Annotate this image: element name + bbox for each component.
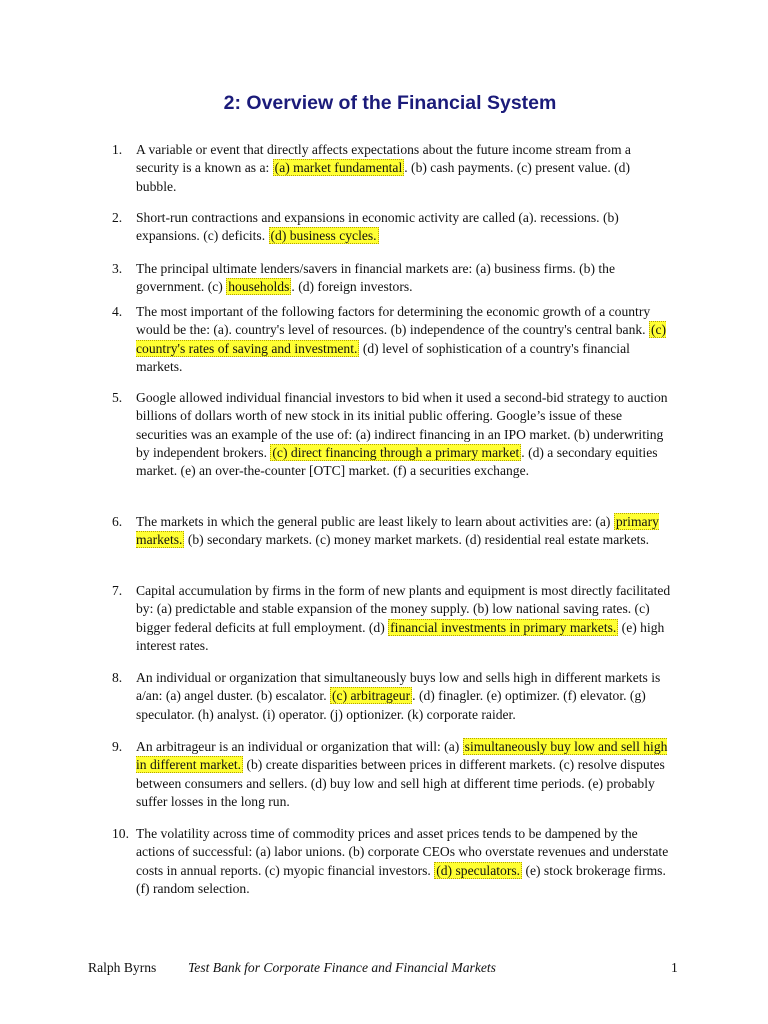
question-text-segment: (b) create disparities between prices in different markets. (c) resolve disputes between consumers and sellers. (d) buy low and sell high at different time periods. (e) probably suffer losses in the long run. (136, 757, 665, 809)
answer-highlight: financial investments in primary markets. (390, 619, 617, 635)
question-item (112, 141, 672, 196)
question-item (112, 389, 672, 480)
answer-highlight: households (228, 279, 290, 295)
question-text-segment: (e) stock brokerage firms. (f) random selection. (136, 862, 666, 896)
question-text-segment: . (b) cash payments. (c) present value. (d) bubble. (136, 160, 630, 194)
question-text (136, 513, 672, 550)
question-text (136, 669, 672, 724)
answer-highlight: (c) country's rates of saving and investment. (136, 322, 667, 356)
question-item (112, 825, 672, 898)
question-item (112, 582, 672, 655)
question-item (112, 303, 672, 376)
footer-page-number: 1 (671, 960, 678, 975)
footer-author: Ralph Byrns (88, 960, 157, 975)
question-number: 6. (112, 514, 123, 529)
question-text-segment: . (d) finagler. (e) optimizer. (f) elevator. (g) speculator. (h) analyst. (i) operator. (j) optionizer. (k) corporate raider. (136, 688, 646, 722)
page-footer (0, 960, 768, 980)
question-text-segment: Short-run contractions and expansions in economic activity are called (a). recessions. (b) expansions. (c) deficits. (136, 210, 619, 244)
question-text-segment: (b) secondary markets. (c) money market markets. (d) residential real estate markets. (184, 532, 650, 548)
question-text-segment: An arbitrageur is an individual or organization that will: (a) (136, 739, 463, 754)
question-number: 7. (112, 583, 123, 598)
answer-highlight: simultaneously buy low and sell high in different market. (136, 739, 668, 773)
answer-highlight: (c) arbitrageur (332, 688, 411, 704)
question-text-segment: . (d) a secondary equities market. (e) an over-the-counter [OTC] market. (f) a securities exchange. (136, 444, 658, 479)
answer-highlight: primary markets. (136, 514, 659, 548)
question-item (112, 209, 672, 246)
question-number: 5. (112, 390, 123, 405)
question-text-segment: The volatility across time of commodity prices and asset prices tends to be dampened by the actions of successful: (a) labor unions. (b) corporate CEOs who overstate revenues and understate costs in annual reports. (c) myopic financial investors. (136, 826, 669, 878)
question-text (136, 738, 672, 811)
question-text-segment: The most important of the following factors for determining the economic growth of a country would be the: (a). country's level of resources. (b) independence of the country's central bank. (136, 304, 651, 338)
question-item (112, 738, 672, 811)
footer-book-title: Test Bank for Corporate Finance and Financial Markets (188, 960, 496, 975)
question-text-segment: The principal ultimate lenders/savers in financial markets are: (a) business firms. (b) the government. (c) (136, 261, 616, 295)
question-number: 1. (112, 142, 123, 157)
question-item (112, 513, 672, 550)
question-text-segment: Google allowed individual financial investors to bid when it used a second-bid strategy to auction billions of dollars worth of new stock in its initial public offering. Google’s issue of these securities was an example of the use of: (a) indirect financing in an IPO market. (b) underwriting by independent brokers. (136, 390, 668, 460)
question-text-segment: (e) high interest rates. (136, 619, 665, 653)
question-text-segment: Capital accumulation by firms in the form of new plants and equipment is most directly facilitated by: (a) predictable and stable expansion of the money supply. (b) low national saving rates. (c) bigger federal deficits at full employment. (d) (136, 583, 671, 635)
answer-highlight: (c) direct financing through a primary market (272, 444, 520, 460)
question-text-segment: . (d) foreign investors. (291, 279, 413, 295)
question-number: 10. (112, 826, 129, 841)
page-title: 2: Overview of the Financial System (223, 92, 557, 114)
question-text-segment: The markets in which the general public are least likely to learn about activities are: (a) (136, 514, 614, 529)
question-number: 4. (112, 304, 123, 319)
question-number: 9. (112, 739, 123, 754)
question-text (136, 825, 672, 898)
question-text-segment: An individual or organization that simultaneously buys low and sells high in different markets is a/an: (a) angel duster. (b) escalator. (136, 670, 661, 704)
question-text-segment: (d) level of sophistication of a country's financial markets. (136, 340, 630, 374)
question-number: 2. (112, 210, 123, 225)
question-text (136, 209, 672, 246)
question-item (112, 260, 672, 297)
question-number: 3. (112, 261, 123, 276)
question-number: 8. (112, 670, 123, 685)
question-item (112, 669, 672, 724)
question-text (136, 303, 672, 376)
answer-highlight: (d) speculators. (436, 862, 521, 878)
question-text (136, 141, 672, 196)
answer-highlight: (a) market fundamental (274, 160, 403, 176)
answer-highlight: (d) business cycles. (270, 228, 377, 244)
question-text-segment: A variable or event that directly affects expectations about the future income stream from a security is a known as a: (136, 142, 631, 176)
question-text (136, 582, 672, 655)
question-text (136, 260, 672, 297)
question-text (136, 389, 672, 480)
